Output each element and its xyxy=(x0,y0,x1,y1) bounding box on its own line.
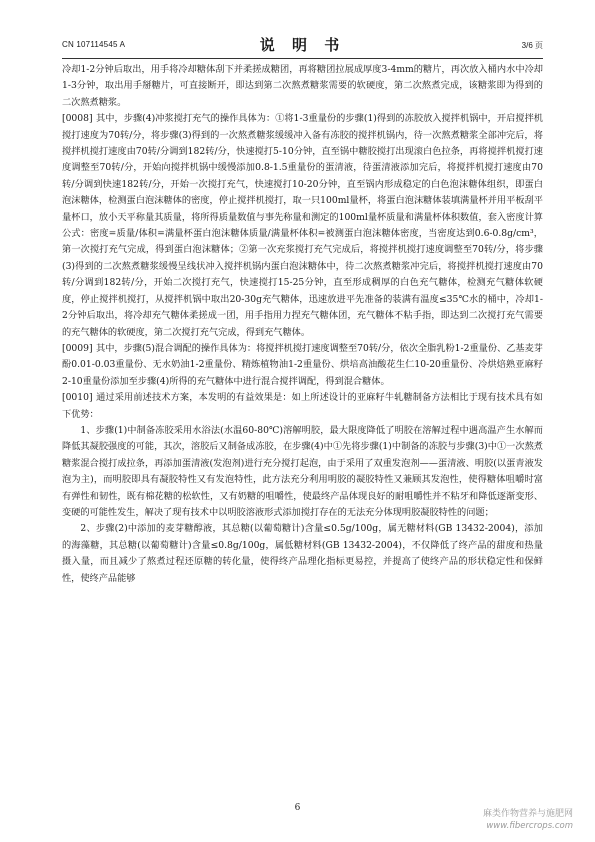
paragraph-number: [0010] xyxy=(62,392,93,404)
watermark-url: www.fibercrops.com xyxy=(486,821,573,831)
page-number: 6 xyxy=(294,803,301,813)
advantage-item-2 xyxy=(62,521,543,587)
paragraph-text: 冷却1-2分钟后取出，用手将冷却糖体刮下并柔搓成糖团，再将糖团拉展成厚度3-4mm的糖片，再次放入桶内水中冷却1-3分钟，取出用手掰糖片，可直接断开，即达到第二次熬煮糖浆需要的软硬度，第二次熬煮完成，该糖浆即为得到的二次熬煮糖浆。 xyxy=(62,64,543,108)
document-body xyxy=(62,62,543,587)
paragraph-0008 xyxy=(62,111,543,341)
paragraph-text: 2、步骤(2)中添加的麦芽糖醇液，其总糖(以葡萄糖计)含量≤0.5g/100g，属无糖材料(GB 13432-2004)，添加的海藻糖，其总糖(以葡萄糖计)含量≤0.8g/100g，属低糖材料(GB 13432-2004)，不仅降低了终产品的甜度和热量摄入量，而且减少了熬煮过程还原糖的转化量，使得终产品理化指标更易控，并提高了使终产品的形状稳定性和保鲜性，使终产品能够 xyxy=(62,523,543,584)
patent-number: CN 107114545 A xyxy=(62,40,126,49)
header-rule xyxy=(62,58,543,59)
paragraph-text: 通过采用前述技术方案，本发明的有益效果是：如上所述设计的亚麻籽牛轧糖制备方法相比于现有技术具有如下优势： xyxy=(62,392,543,420)
paragraph-continuation xyxy=(62,62,543,111)
paragraph-text: 其中，步骤(4)冲浆搅打充气的操作具体为：①将1-3重量份的步骤(1)得到的冻胶放入搅拌机锅中，开启搅拌机搅打速度为70转/分，将步骤(3)得到的一次熬煮糖浆缓缓冲入备有冻胶的搅拌机锅内，待一次熬煮糖浆全部冲完后，将搅拌机搅打速度由70转/分调到182转/分，快速搅打5-10分钟，直至锅中糖胶搅打出现滚白色拉条，再将搅拌机搅打速度调整至70转/分，开始向搅拌机锅中缓慢添加0.8-1.5重量份的蛋清液，待蛋清液添加完后，将搅拌机搅打速度由70转/分调到快速182转/分，开始一次搅打充气，快速搅打10-20分钟，直至锅内形成稳定的白色泡沫糖体组织，即蛋白泡沫糖体，检测蛋白泡沫糖体的密度，停止搅拌机搅打，取一只100ml量杯，将蛋白泡沫糖体装填满量杯并用平板刮平量杯口，放小天平称量其质量，将所得质量数值与事先称量和测定的100ml量杯质量和满量杯体积数值，套入密度计算公式：密度=质量/体积=满量杯蛋白泡沫糖体质量/满量杯体积=被测蛋白泡沫糖体密度，当密度达到0.6-0.8g/cm³，第一次搅打充气完成，得到蛋白泡沫糖体；②第一次充浆搅打充气完成后，将搅拌机搅打速度调整至70转/分，将步骤(3)得到的二次熬煮糖浆缓慢呈线状冲入搅拌机锅内蛋白泡沫糖体中，待二次熬煮糖浆冲完后，将搅拌机搅打速度由70转/分调到182转/分，开始二次搅打充气，快速搅打15-25分钟，直至形成稠厚的白色充气糖体，检测充气糖体软硬度，停止搅拌机搅打，从搅拌机锅中取出20-30g充气糖体，迅速放进平先准备的装满有温度≤35℃水的桶中，冷却1-2分钟后取出，将冷却充气糖体柔搓成一团，用手指用力捏充气糖体团，充气糖体不粘手指，即达到二次搅打充气需要的充气糖体的软硬度，第二次搅打充气完成，得到充气糖体。 xyxy=(62,113,543,338)
advantage-item-1 xyxy=(62,423,543,521)
paragraph-number: [0009] xyxy=(62,342,93,354)
paragraph-number: [0008] xyxy=(62,113,93,125)
paragraph-text: 1、步骤(1)中制备冻胶采用水浴法(水温60-80℃)溶解明胶，最大限度降低了明胶在溶解过程中遇高温产生水解而降低其凝胶强度的可能，其次，溶胶后又制备成冻胶，在步骤(4)中①先将步骤(1)中制备的冻胶与步骤(3)中①一次熬煮糖浆混合搅打成拉条，再添加蛋清液(发泡剂)进行充分搅打起泡，由于采用了双重发泡剂——蛋清液、明胶(以蛋青液发泡为主)，而明胶即具有凝胶特性又有发泡特性，此方法充分利用明胶的凝胶特性又兼顾其发泡性，使得糖体咀嚼时富有弹性和韧性，既有棉花糖的松软性，又有奶糖的咀嚼性，使最终产品体现良好的耐咀嚼性并不粘牙和降低逐渐变形、变硬的可能性发生，解决了现有技术中以明胶溶液形式添加搅打存在的无法充分体现明胶凝胶特性的问题； xyxy=(62,424,543,518)
page-header xyxy=(62,34,543,54)
paragraph-0010 xyxy=(62,390,543,423)
page-indicator: 3/6 页 xyxy=(521,41,543,50)
paragraph-0009 xyxy=(62,341,543,390)
watermark-text: 麻类作物营养与施肥网 xyxy=(482,809,573,819)
document-title: 说 明 书 xyxy=(259,36,346,54)
paragraph-text: 其中，步骤(5)混合调配的操作具体为：将搅拌机搅打速度调整至70转/分，依次全脂乳粉1-2重量份、乙基麦芽酚0.01-0.03重量份、无水奶油1-2重量份、精炼植物油1-2重量份、烘培高油酸花生仁10-20重量份、冷烘焙熟亚麻籽2-10重量份添加至步骤(4)所得的充气糖体中进行混合搅拌调配，得到混合糖体。 xyxy=(62,342,543,387)
